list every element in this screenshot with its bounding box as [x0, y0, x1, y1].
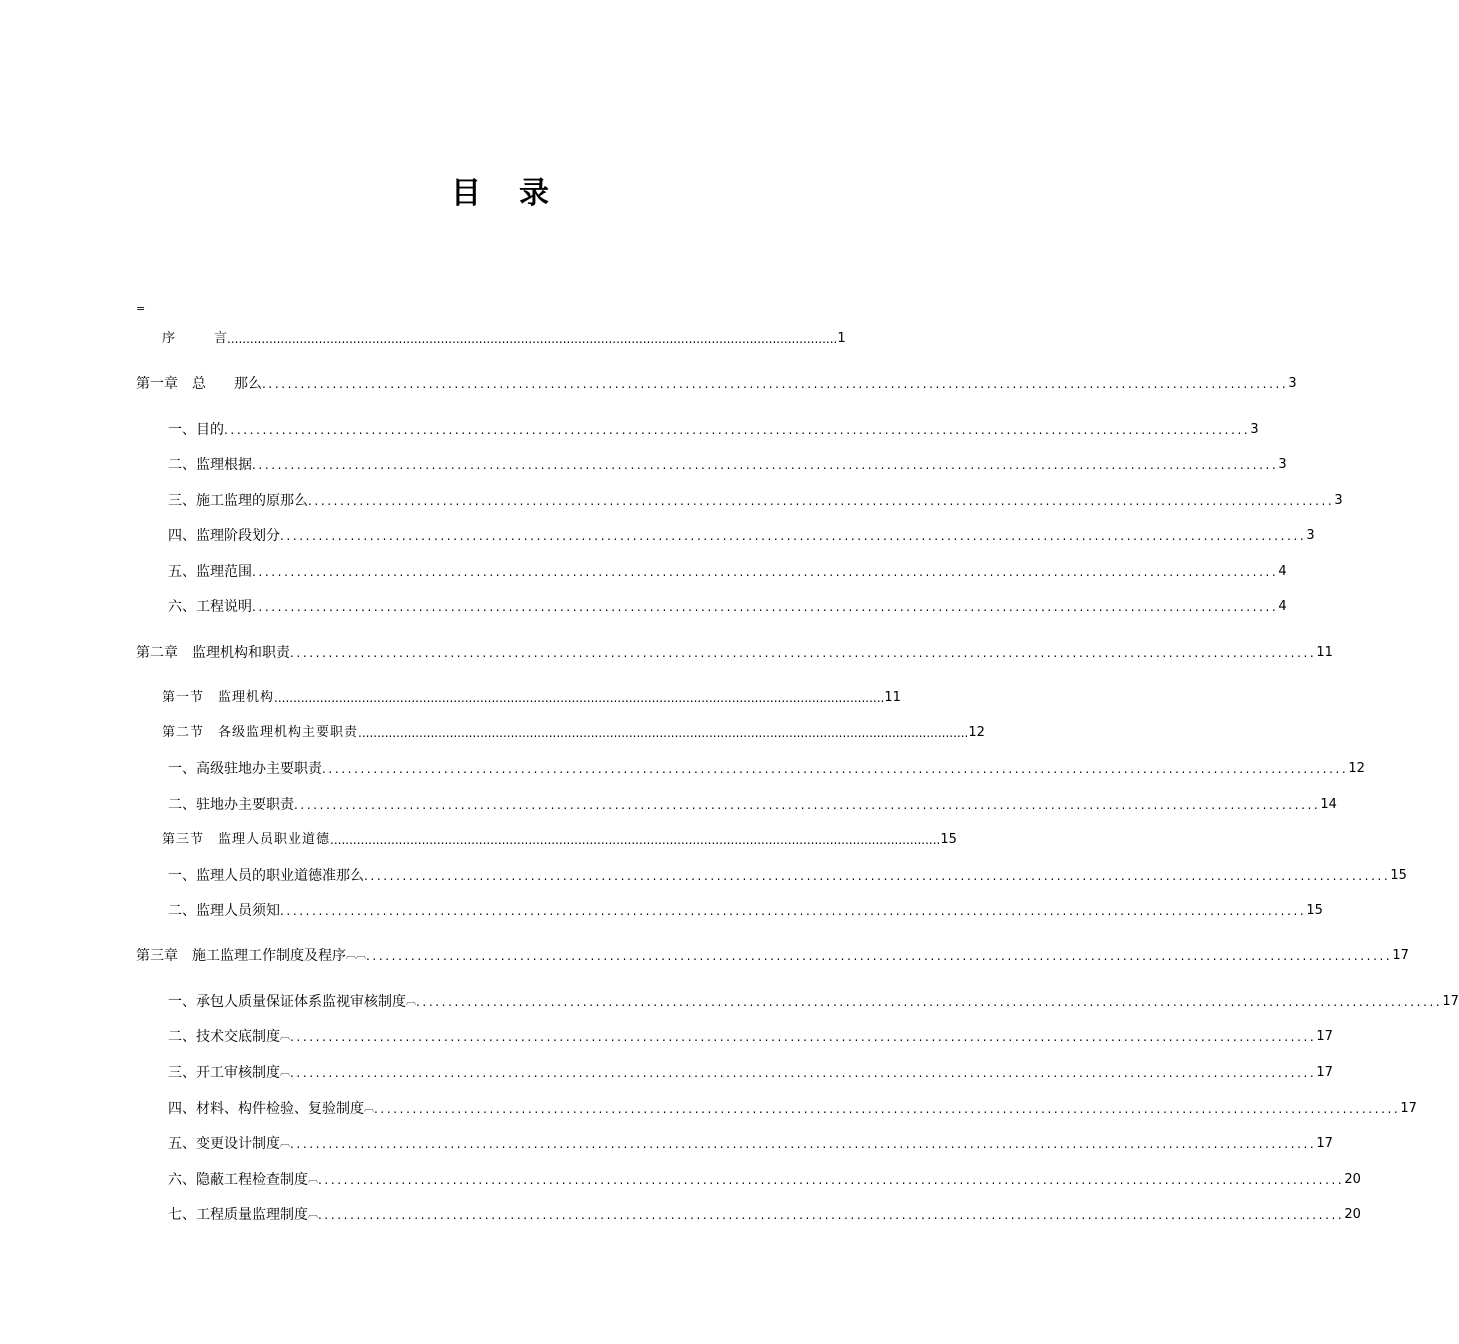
toc-entry-label: 第二节 各级监理机构主要职责 — [162, 725, 359, 740]
toc-entry[interactable] — [136, 944, 1409, 966]
toc-leader-dots: ................................................................................................................................................................ — [252, 565, 1279, 579]
toc-entry[interactable] — [168, 864, 1407, 886]
toc-entry[interactable] — [168, 1061, 1333, 1083]
title-char-2: 录 — [519, 176, 549, 211]
toc-entry-label: 三、施工监理的原那么 — [168, 493, 308, 509]
toc-entry-label: 一、监理人员的职业道德准那么 — [168, 868, 364, 884]
toc-entry-label: 第二章 监理机构和职责 — [136, 645, 290, 661]
toc-entry-page-number: 3 — [1250, 422, 1259, 437]
toc-entry-mark: ︹︹ — [346, 950, 366, 961]
toc-entry-label: 二、驻地办主要职责 — [168, 797, 294, 813]
toc-entry-page-number: 17 — [1442, 994, 1459, 1009]
toc-entry[interactable] — [162, 686, 901, 708]
toc-entry-label: 三、开工审核制度 — [168, 1065, 280, 1081]
toc-leader-dots: ................................................................................................................................................................ — [358, 726, 969, 740]
page-title — [0, 168, 1000, 212]
toc-entry-label: 第一节 监理机构 — [162, 690, 275, 705]
toc-entry[interactable] — [136, 641, 1333, 663]
toc-leader-dots: ................................................................................................................................................................ — [262, 377, 1289, 391]
toc-entry-page-number: 17 — [1316, 1029, 1333, 1044]
toc-entry-page-number: 17 — [1316, 1065, 1333, 1080]
toc-leader-dots: ................................................................................................................................................................ — [290, 646, 1317, 660]
toc-entry-label: 五、监理范围 — [168, 564, 252, 580]
toc-entry[interactable] — [162, 327, 846, 349]
toc-entry[interactable] — [168, 489, 1343, 511]
toc-entry[interactable] — [168, 560, 1287, 582]
toc-entry-page-number: 20 — [1344, 1172, 1361, 1187]
toc-entry-page-number: 17 — [1400, 1101, 1417, 1116]
toc-entry-label: 六、隐蔽工程检查制度 — [168, 1172, 308, 1188]
toc-entry-page-number: 15 — [940, 832, 957, 847]
toc-entry-page-number: 3 — [1334, 493, 1343, 508]
toc-leader-dots: ................................................................................................................................................................ — [416, 995, 1443, 1009]
toc-entry-page-number: 11 — [884, 690, 901, 705]
toc-entry-label: 六、工程说明 — [168, 599, 252, 615]
toc-entry-page-number: 12 — [968, 725, 985, 740]
toc-leader-dots: ................................................................................................................................................................ — [374, 1102, 1401, 1116]
toc-entry[interactable] — [162, 828, 957, 850]
toc-entry[interactable] — [168, 1203, 1361, 1225]
toc-entry-page-number: 4 — [1278, 599, 1287, 614]
toc-entry[interactable] — [168, 793, 1337, 815]
toc-entry-label: 第三节 监理人员职业道德 — [162, 832, 331, 847]
toc-entry-page-number: 17 — [1316, 1136, 1333, 1151]
toc-entry-mark: ︹ — [364, 1103, 374, 1114]
toc-leader-dots: ................................................................................................................................................................ — [252, 600, 1279, 614]
toc-entry-mark: ︹ — [280, 1067, 290, 1078]
toc-entry-label: 一、高级驻地办主要职责 — [168, 761, 322, 777]
toc-entry-label: 四、材料、构件检验、复验制度 — [168, 1101, 364, 1117]
toc-entry-mark: ︹ — [308, 1209, 318, 1220]
toc-entry-label: 一、目的 — [168, 422, 224, 438]
toc-leader-dots: ................................................................................................................................................................ — [330, 833, 941, 847]
toc-entry[interactable] — [168, 1132, 1333, 1154]
toc-entry-label: 一、承包人质量保证体系监视审核制度 — [168, 994, 406, 1010]
toc-leader-dots: ................................................................................................................................................................ — [274, 691, 885, 705]
toc-leader-dots: ................................................................................................................................................................ — [227, 332, 838, 346]
toc-leader-dots: ................................................................................................................................................................ — [280, 904, 1307, 918]
toc-entry[interactable] — [168, 418, 1259, 440]
toc-entry-label: 二、监理根据 — [168, 457, 252, 473]
toc-leader-dots: ................................................................................................................................................................ — [290, 1137, 1317, 1151]
toc-entry-page-number: 11 — [1316, 645, 1333, 660]
toc-leader-dots: ................................................................................................................................................................ — [252, 458, 1279, 472]
toc-entry-label: 第三章 施工监理工作制度及程序 — [136, 948, 346, 964]
toc-entry-mark: ︹ — [280, 1031, 290, 1042]
toc-leader-dots: ................................................................................................................................................................ — [294, 798, 1321, 812]
toc-entry-page-number: 15 — [1306, 903, 1323, 918]
toc-leader-dots: ................................................................................................................................................................ — [290, 1066, 1317, 1080]
toc-entry[interactable] — [168, 1025, 1333, 1047]
toc-entry-page-number: 3 — [1278, 457, 1287, 472]
toc-entry-label: 七、工程质量监理制度 — [168, 1207, 308, 1223]
toc-entry[interactable] — [162, 721, 985, 743]
toc-entry-label: 五、变更设计制度 — [168, 1136, 280, 1152]
toc-entry-label: 第一章 总 那么 — [136, 376, 262, 392]
toc-entry-label: 四、监理阶段划分 — [168, 528, 280, 544]
stray-marker: = — [136, 302, 146, 315]
toc-entry[interactable] — [168, 595, 1287, 617]
toc-leader-dots: ................................................................................................................................................................ — [224, 423, 1251, 437]
toc-leader-dots: ................................................................................................................................................................ — [280, 529, 1307, 543]
toc-entry-page-number: 3 — [1306, 528, 1315, 543]
toc-entry-label: 序 言 — [162, 331, 228, 346]
toc-leader-dots: ................................................................................................................................................................ — [322, 762, 1349, 776]
toc-entry-label: 二、技术交底制度 — [168, 1029, 280, 1045]
toc-entry[interactable] — [168, 899, 1323, 921]
toc-leader-dots: ................................................................................................................................................................ — [308, 494, 1335, 508]
toc-leader-dots: ................................................................................................................................................................ — [366, 949, 1393, 963]
toc-entry-page-number: 1 — [837, 331, 846, 346]
title-char-1: 目 — [451, 176, 481, 211]
toc-leader-dots: ................................................................................................................................................................ — [318, 1173, 1345, 1187]
toc-entry-page-number: 20 — [1344, 1207, 1361, 1222]
toc-leader-dots: ................................................................................................................................................................ — [318, 1208, 1345, 1222]
toc-entry[interactable] — [168, 990, 1459, 1012]
toc-entry-label: 二、监理人员须知 — [168, 903, 280, 919]
toc-entry-page-number: 4 — [1278, 564, 1287, 579]
toc-entry[interactable] — [168, 757, 1365, 779]
toc-entry[interactable] — [168, 524, 1315, 546]
toc-entry-mark: ︹ — [280, 1138, 290, 1149]
toc-entry[interactable] — [168, 453, 1287, 475]
toc-entry-mark: ︹ — [406, 996, 416, 1007]
toc-leader-dots: ................................................................................................................................................................ — [290, 1030, 1317, 1044]
toc-entry-page-number: 14 — [1320, 797, 1337, 812]
toc-entry-page-number: 3 — [1288, 376, 1297, 391]
toc-entry[interactable] — [168, 1097, 1417, 1119]
toc-entry-page-number: 12 — [1348, 761, 1365, 776]
toc-entry-mark: ︹ — [308, 1174, 318, 1185]
toc-leader-dots: ................................................................................................................................................................ — [364, 869, 1391, 883]
toc-entry[interactable] — [136, 372, 1297, 394]
toc-entry-page-number: 17 — [1392, 948, 1409, 963]
toc-entry-page-number: 15 — [1390, 868, 1407, 883]
toc-entry[interactable] — [168, 1168, 1361, 1190]
